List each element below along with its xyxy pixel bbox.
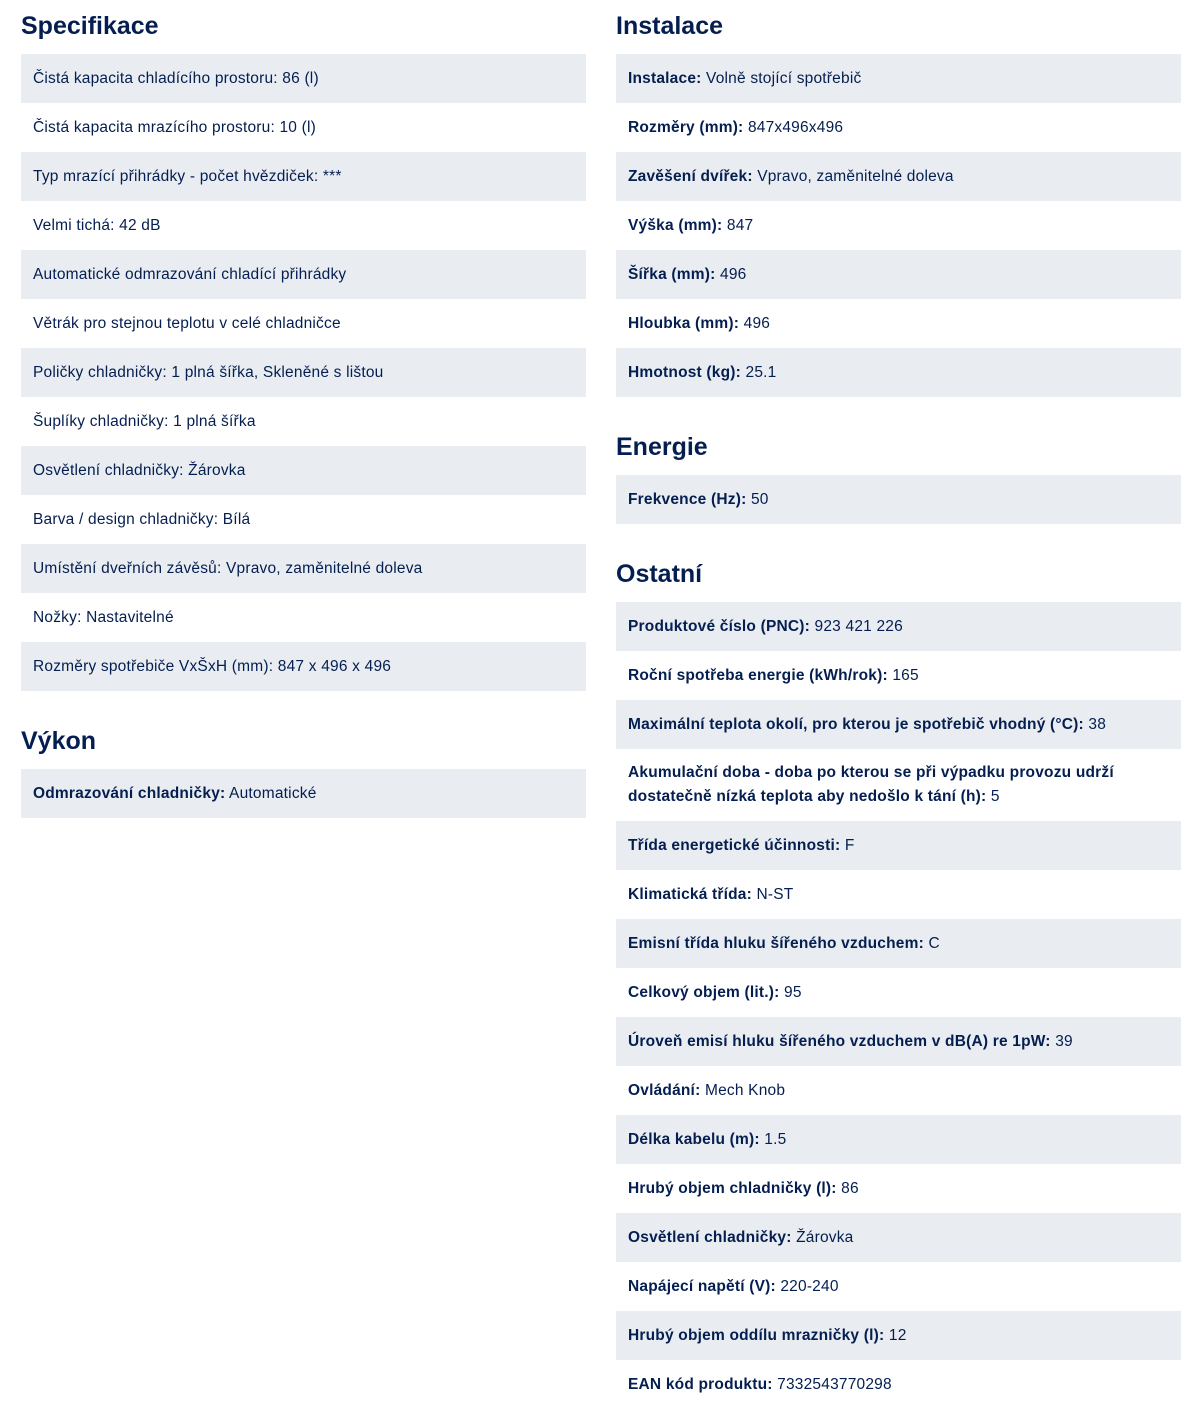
- vykon-row: [21, 769, 586, 818]
- row-value: C: [928, 935, 940, 952]
- instalace-row: [616, 348, 1181, 397]
- row-value: 12: [888, 1327, 907, 1344]
- section-title-vykon: Výkon: [21, 727, 97, 755]
- spec-row: Poličky chladničky: 1 plná šířka, Skleněné s lištou: [21, 348, 586, 397]
- row-value: F: [844, 837, 855, 854]
- ostatni-row: [616, 1115, 1181, 1164]
- row-key: Celkový objem (lit.):: [628, 984, 780, 1001]
- ostatni-list: [616, 602, 1181, 1409]
- row-value: 38: [1088, 716, 1107, 733]
- spec-row: Nožky: Nastavitelné: [33, 609, 174, 626]
- ostatni-row: [616, 919, 1181, 968]
- row-value: 25.1: [745, 364, 777, 381]
- row-key: Produktové číslo (PNC):: [628, 618, 811, 635]
- spec-row: Automatické odmrazování chladící přihrádky: [21, 250, 586, 299]
- row-value: N-ST: [756, 886, 794, 903]
- row-key: Rozměry (mm):: [628, 119, 744, 136]
- instalace-list: [616, 54, 1181, 397]
- row-key: Zavěšení dvířek:: [628, 168, 753, 185]
- ostatni-row: [616, 602, 1181, 651]
- row-key: Hmotnost (kg):: [628, 364, 742, 381]
- energie-row: [616, 475, 1181, 524]
- ostatni-row: [616, 651, 1181, 700]
- instalace-row: [616, 201, 1181, 250]
- row-value: Automatické: [229, 785, 317, 802]
- specifikace-list: [21, 54, 586, 691]
- instalace-row: [616, 103, 1181, 152]
- spec-row: Šuplíky chladničky: 1 plná šířka: [33, 413, 256, 430]
- row-key: Instalace:: [628, 70, 702, 87]
- row-value: 496: [720, 266, 747, 283]
- ostatni-row: [616, 1017, 1181, 1066]
- instalace-row: [616, 152, 1181, 201]
- row-value: Vpravo, zaměnitelné doleva: [757, 168, 954, 185]
- ostatni-row: [616, 1213, 1181, 1262]
- vykon-list: [21, 769, 586, 818]
- spec-row: Barva / design chladničky: Bílá: [33, 511, 251, 528]
- row-value: 95: [784, 984, 802, 1001]
- ostatni-row: [616, 968, 1181, 1017]
- row-value: 1.5: [764, 1131, 787, 1148]
- row-key: EAN kód produktu:: [628, 1376, 773, 1393]
- row-key: Ovládání:: [628, 1082, 701, 1099]
- row-value: 5: [990, 788, 1000, 805]
- instalace-row: [616, 299, 1181, 348]
- row-key: Napájecí napětí (V):: [628, 1278, 776, 1295]
- row-key: Roční spotřeba energie (kWh/rok):: [628, 667, 888, 684]
- row-key: Výška (mm):: [628, 217, 723, 234]
- section-spacer: [616, 524, 1181, 548]
- row-key: Délka kabelu (m):: [628, 1131, 760, 1148]
- row-value: Volně stojící spotřebič: [706, 70, 862, 87]
- spec-row: Čistá kapacita mrazícího prostoru: 10 (l): [33, 119, 316, 136]
- row-value: 7332543770298: [777, 1376, 892, 1393]
- row-key: Hrubý objem oddílu mrazničky (l):: [628, 1327, 885, 1344]
- section-title-instalace: Instalace: [616, 12, 724, 40]
- row-value: 165: [892, 667, 919, 684]
- ostatni-row: [616, 700, 1181, 749]
- ostatni-row: [616, 821, 1181, 870]
- row-value: 50: [750, 491, 769, 508]
- row-value: 86: [841, 1180, 859, 1197]
- spec-row: Větrák pro stejnou teplotu v celé chladničce: [33, 315, 341, 332]
- row-value: 847x496x496: [747, 119, 844, 136]
- section-title-energie: Energie: [616, 433, 708, 461]
- ostatni-row: [616, 1066, 1181, 1115]
- row-key: Emisní třída hluku šířeného vzduchem:: [628, 935, 924, 952]
- left-column: [21, 0, 586, 818]
- row-key: Osvětlení chladničky:: [628, 1229, 792, 1246]
- instalace-row: [616, 250, 1181, 299]
- row-key: Klimatická třída:: [628, 886, 752, 903]
- right-column: [616, 0, 1181, 1409]
- row-key: Frekvence (Hz):: [628, 491, 747, 508]
- ostatni-row: [616, 1262, 1181, 1311]
- energie-list: [616, 475, 1181, 524]
- row-value: Žárovka: [796, 1229, 854, 1246]
- row-key: Úroveň emisí hluku šířeného vzduchem v dB(A) re 1pW:: [628, 1033, 1051, 1050]
- spec-row: Umístění dveřních závěsů: Vpravo, zaměnitelné doleva: [21, 544, 586, 593]
- spec-row: Velmi tichá: 42 dB: [33, 217, 161, 234]
- spec-row: Rozměry spotřebiče VxŠxH (mm): 847 x 496 x 496: [21, 642, 586, 691]
- row-value: 923 421 226: [814, 618, 903, 635]
- spec-row: Typ mrazící přihrádky - počet hvězdiček: ***: [21, 152, 586, 201]
- row-value: 847: [726, 217, 754, 234]
- row-value: 39: [1055, 1033, 1073, 1050]
- row-key: Odmrazování chladničky:: [33, 785, 226, 802]
- row-key: Šířka (mm):: [628, 266, 716, 283]
- ostatni-row: [616, 1311, 1181, 1360]
- row-value: 220-240: [780, 1278, 839, 1295]
- section-title-ostatni: Ostatní: [616, 560, 703, 588]
- ostatni-row: [616, 1360, 1181, 1409]
- row-value: Mech Knob: [704, 1082, 786, 1099]
- section-title-specifikace: Specifikace: [21, 12, 159, 40]
- spec-row: Čistá kapacita chladícího prostoru: 86 (l): [21, 54, 586, 103]
- row-key: Hloubka (mm):: [628, 315, 740, 332]
- ostatni-row: [616, 749, 1181, 821]
- row-text: [628, 761, 1169, 809]
- row-value: 496: [743, 315, 771, 332]
- ostatni-row: [616, 1164, 1181, 1213]
- section-spacer: [616, 397, 1181, 421]
- row-key: Akumulační doba - doba po kterou se při výpadku provozu udrží dostatečně nízká teplota aby nedošlo k tání (h):: [628, 764, 1114, 805]
- ostatni-row: [616, 870, 1181, 919]
- spec-row: Osvětlení chladničky: Žárovka: [21, 446, 586, 495]
- instalace-row: [616, 54, 1181, 103]
- row-key: Maximální teplota okolí, pro kterou je spotřebič vhodný (°C):: [628, 716, 1084, 733]
- section-spacer: [21, 691, 586, 715]
- row-key: Třída energetické účinnosti:: [628, 837, 841, 854]
- row-key: Hrubý objem chladničky (l):: [628, 1180, 837, 1197]
